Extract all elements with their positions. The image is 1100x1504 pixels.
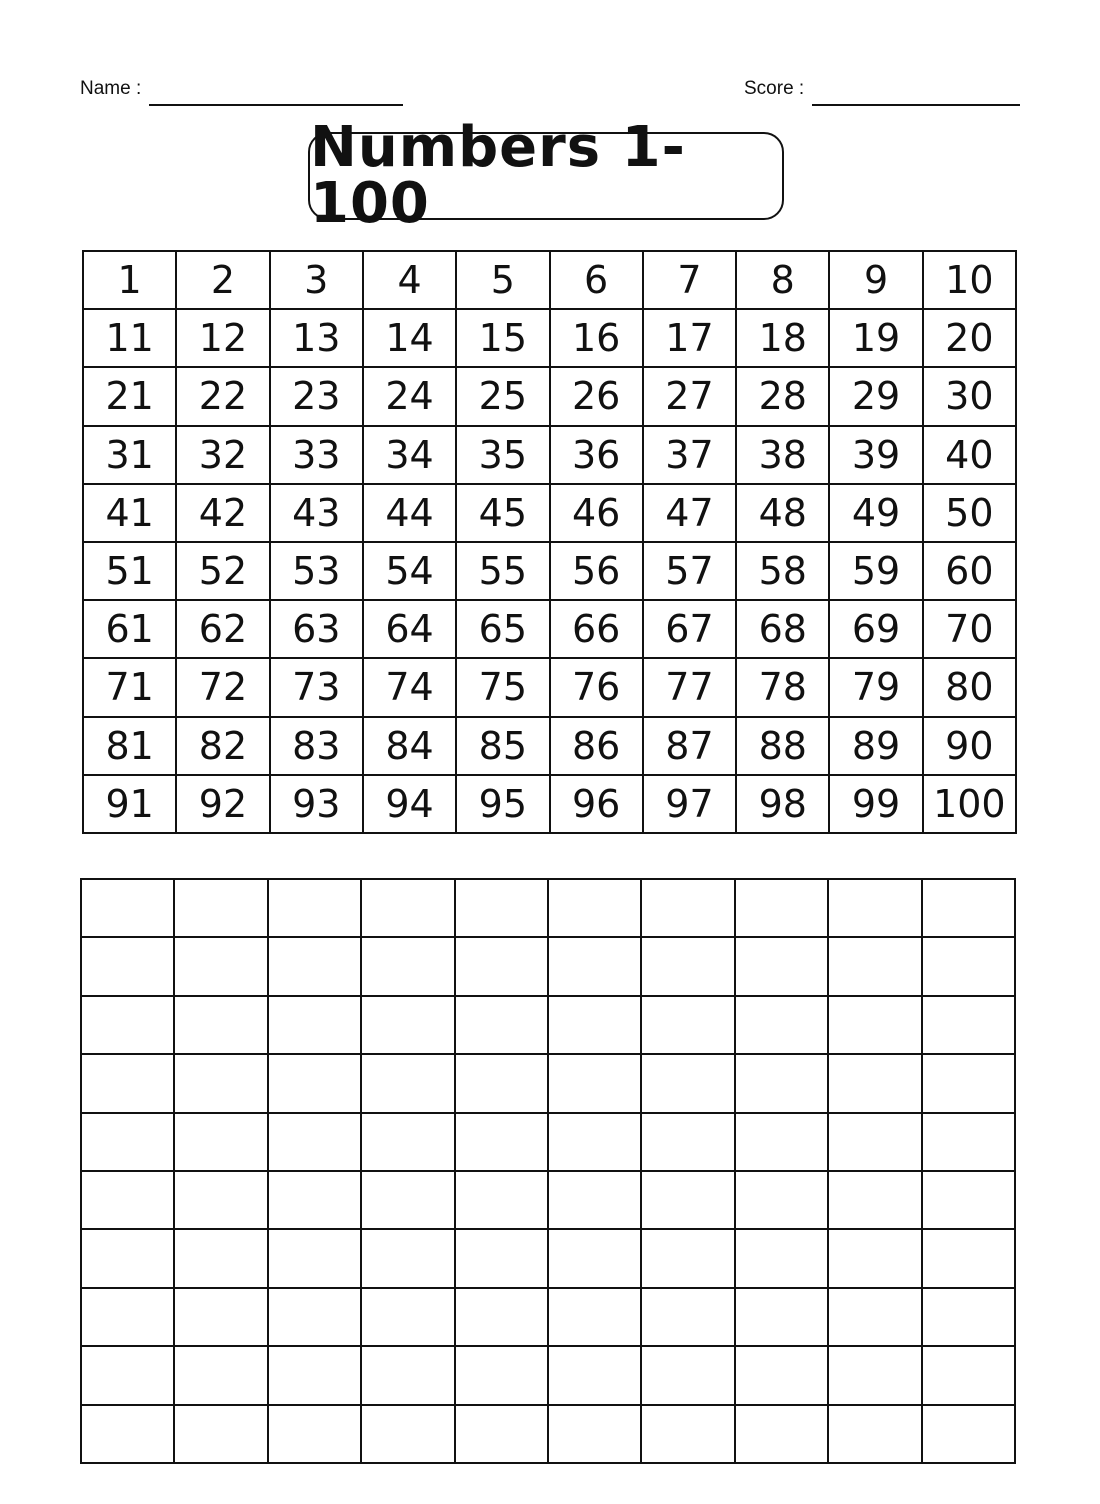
practice-cell[interactable] [549, 1055, 642, 1113]
number-cell: 75 [457, 659, 550, 717]
number-cell: 83 [271, 718, 364, 776]
number-cell: 40 [924, 427, 1017, 485]
practice-cell[interactable] [175, 1172, 268, 1230]
number-cell: 65 [457, 601, 550, 659]
practice-cell[interactable] [829, 1230, 922, 1288]
practice-cell[interactable] [923, 1347, 1016, 1405]
practice-cell[interactable] [736, 997, 829, 1055]
number-cell: 51 [84, 543, 177, 601]
practice-cell[interactable] [923, 880, 1016, 938]
practice-cell[interactable] [642, 1230, 735, 1288]
number-cell: 95 [457, 776, 550, 834]
title-box [308, 115, 784, 236]
number-cell: 45 [457, 485, 550, 543]
number-cell: 33 [271, 427, 364, 485]
number-cell: 87 [644, 718, 737, 776]
practice-cell[interactable] [923, 1172, 1016, 1230]
practice-cell[interactable] [829, 1406, 922, 1464]
practice-cell[interactable] [642, 1289, 735, 1347]
number-cell: 28 [737, 368, 830, 426]
score-label: Score : [744, 78, 805, 99]
practice-cell[interactable] [175, 880, 268, 938]
number-cell: 3 [271, 252, 364, 310]
practice-cell[interactable] [456, 1289, 549, 1347]
number-cell: 52 [177, 543, 270, 601]
number-cell: 61 [84, 601, 177, 659]
number-cell: 46 [551, 485, 644, 543]
practice-cell[interactable] [269, 997, 362, 1055]
number-cell: 63 [271, 601, 364, 659]
practice-cell[interactable] [269, 1347, 362, 1405]
number-cell: 66 [551, 601, 644, 659]
practice-cell[interactable] [736, 1289, 829, 1347]
practice-cell[interactable] [269, 880, 362, 938]
practice-cell[interactable] [175, 1406, 268, 1464]
practice-cell[interactable] [362, 1289, 455, 1347]
number-cell: 91 [84, 776, 177, 834]
practice-cell[interactable] [456, 1347, 549, 1405]
practice-cell[interactable] [549, 1172, 642, 1230]
practice-cell[interactable] [549, 1114, 642, 1172]
number-cell: 31 [84, 427, 177, 485]
number-cell: 29 [830, 368, 923, 426]
practice-cell[interactable] [362, 1172, 455, 1230]
number-cell: 57 [644, 543, 737, 601]
number-cell: 23 [271, 368, 364, 426]
practice-cell[interactable] [923, 938, 1016, 996]
practice-cell[interactable] [923, 1114, 1016, 1172]
number-cell: 22 [177, 368, 270, 426]
practice-cell[interactable] [736, 1347, 829, 1405]
score-blank-line[interactable] [812, 78, 1020, 106]
number-cell: 10 [924, 252, 1017, 310]
number-cell: 6 [551, 252, 644, 310]
practice-cell[interactable] [549, 1289, 642, 1347]
number-cell: 19 [830, 310, 923, 368]
practice-cell[interactable] [269, 1114, 362, 1172]
practice-cell[interactable] [923, 1406, 1016, 1464]
practice-cell[interactable] [269, 938, 362, 996]
number-cell: 18 [737, 310, 830, 368]
number-cell: 79 [830, 659, 923, 717]
number-cell: 99 [830, 776, 923, 834]
number-cell: 49 [830, 485, 923, 543]
practice-cell[interactable] [736, 1230, 829, 1288]
number-cell: 8 [737, 252, 830, 310]
practice-grid [80, 878, 1016, 1464]
number-cell: 38 [737, 427, 830, 485]
score-field [744, 76, 1020, 106]
number-cell: 62 [177, 601, 270, 659]
number-cell: 17 [644, 310, 737, 368]
number-cell: 20 [924, 310, 1017, 368]
number-cell: 96 [551, 776, 644, 834]
number-cell: 84 [364, 718, 457, 776]
number-cell: 56 [551, 543, 644, 601]
number-cell: 43 [271, 485, 364, 543]
practice-cell[interactable] [829, 997, 922, 1055]
practice-cell[interactable] [923, 1289, 1016, 1347]
practice-cell[interactable] [456, 1055, 549, 1113]
practice-cell[interactable] [829, 1114, 922, 1172]
practice-cell[interactable] [175, 997, 268, 1055]
name-field [80, 76, 403, 106]
number-cell: 81 [84, 718, 177, 776]
number-cell: 26 [551, 368, 644, 426]
practice-cell[interactable] [829, 1055, 922, 1113]
number-cell: 39 [830, 427, 923, 485]
number-cell: 16 [551, 310, 644, 368]
number-cell: 54 [364, 543, 457, 601]
practice-cell[interactable] [82, 880, 175, 938]
number-cell: 47 [644, 485, 737, 543]
practice-cell[interactable] [549, 880, 642, 938]
practice-cell[interactable] [456, 880, 549, 938]
number-cell: 89 [830, 718, 923, 776]
practice-cell[interactable] [82, 1172, 175, 1230]
practice-cell[interactable] [829, 1347, 922, 1405]
number-cell: 77 [644, 659, 737, 717]
practice-cell[interactable] [642, 1406, 735, 1464]
number-cell: 14 [364, 310, 457, 368]
practice-cell[interactable] [456, 938, 549, 996]
practice-cell[interactable] [362, 1055, 455, 1113]
number-cell: 74 [364, 659, 457, 717]
number-cell: 88 [737, 718, 830, 776]
practice-cell[interactable] [269, 1055, 362, 1113]
number-cell: 64 [364, 601, 457, 659]
practice-cell[interactable] [175, 938, 268, 996]
number-cell: 85 [457, 718, 550, 776]
number-cell: 30 [924, 368, 1017, 426]
number-cell: 53 [271, 543, 364, 601]
practice-cell[interactable] [456, 1114, 549, 1172]
practice-cell[interactable] [362, 1406, 455, 1464]
number-cell: 15 [457, 310, 550, 368]
number-cell: 4 [364, 252, 457, 310]
practice-cell[interactable] [82, 1230, 175, 1288]
practice-cell[interactable] [362, 1114, 455, 1172]
practice-cell[interactable] [269, 1406, 362, 1464]
practice-cell[interactable] [82, 1114, 175, 1172]
number-grid [82, 250, 1017, 834]
number-cell: 41 [84, 485, 177, 543]
practice-cell[interactable] [829, 938, 922, 996]
number-cell: 71 [84, 659, 177, 717]
practice-cell[interactable] [362, 938, 455, 996]
practice-cell[interactable] [175, 1114, 268, 1172]
practice-cell[interactable] [269, 1289, 362, 1347]
number-cell: 78 [737, 659, 830, 717]
number-cell: 59 [830, 543, 923, 601]
practice-cell[interactable] [82, 938, 175, 996]
number-cell: 27 [644, 368, 737, 426]
practice-cell[interactable] [175, 1289, 268, 1347]
number-cell: 11 [84, 310, 177, 368]
practice-cell[interactable] [82, 997, 175, 1055]
practice-cell[interactable] [362, 997, 455, 1055]
number-cell: 34 [364, 427, 457, 485]
number-cell: 67 [644, 601, 737, 659]
practice-cell[interactable] [175, 1055, 268, 1113]
number-cell: 44 [364, 485, 457, 543]
number-cell: 48 [737, 485, 830, 543]
practice-cell[interactable] [456, 1406, 549, 1464]
practice-cell[interactable] [642, 1114, 735, 1172]
number-cell: 92 [177, 776, 270, 834]
number-cell: 36 [551, 427, 644, 485]
number-cell: 12 [177, 310, 270, 368]
practice-cell[interactable] [736, 880, 829, 938]
number-cell: 86 [551, 718, 644, 776]
practice-cell[interactable] [456, 1230, 549, 1288]
practice-cell[interactable] [736, 1055, 829, 1113]
practice-cell[interactable] [923, 1055, 1016, 1113]
practice-cell[interactable] [829, 880, 922, 938]
practice-cell[interactable] [362, 880, 455, 938]
number-cell: 73 [271, 659, 364, 717]
number-cell: 5 [457, 252, 550, 310]
number-cell: 58 [737, 543, 830, 601]
number-cell: 93 [271, 776, 364, 834]
number-cell: 32 [177, 427, 270, 485]
number-cell: 80 [924, 659, 1017, 717]
number-cell: 69 [830, 601, 923, 659]
practice-cell[interactable] [549, 1230, 642, 1288]
number-cell: 25 [457, 368, 550, 426]
number-cell: 97 [644, 776, 737, 834]
practice-cell[interactable] [549, 938, 642, 996]
practice-cell[interactable] [82, 1289, 175, 1347]
practice-cell[interactable] [736, 1172, 829, 1230]
practice-cell[interactable] [829, 1172, 922, 1230]
practice-cell[interactable] [82, 1406, 175, 1464]
number-cell: 70 [924, 601, 1017, 659]
number-cell: 37 [644, 427, 737, 485]
practice-cell[interactable] [642, 938, 735, 996]
number-cell: 42 [177, 485, 270, 543]
number-cell: 68 [737, 601, 830, 659]
number-cell: 94 [364, 776, 457, 834]
number-cell: 1 [84, 252, 177, 310]
number-cell: 98 [737, 776, 830, 834]
practice-cell[interactable] [642, 997, 735, 1055]
practice-cell[interactable] [82, 1347, 175, 1405]
practice-cell[interactable] [736, 1114, 829, 1172]
number-cell: 50 [924, 485, 1017, 543]
number-cell: 35 [457, 427, 550, 485]
number-cell: 76 [551, 659, 644, 717]
number-cell: 2 [177, 252, 270, 310]
number-cell: 7 [644, 252, 737, 310]
practice-cell[interactable] [923, 997, 1016, 1055]
name-blank-line[interactable] [149, 78, 403, 106]
number-cell: 82 [177, 718, 270, 776]
practice-cell[interactable] [829, 1289, 922, 1347]
practice-cell[interactable] [642, 1055, 735, 1113]
practice-cell[interactable] [923, 1230, 1016, 1288]
practice-cell[interactable] [549, 1347, 642, 1405]
number-cell: 9 [830, 252, 923, 310]
practice-cell[interactable] [549, 1406, 642, 1464]
practice-cell[interactable] [642, 1347, 735, 1405]
practice-cell[interactable] [456, 997, 549, 1055]
number-cell: 72 [177, 659, 270, 717]
practice-cell[interactable] [82, 1055, 175, 1113]
page-title: Numbers 1-100 [310, 115, 686, 236]
number-cell: 13 [271, 310, 364, 368]
practice-cell[interactable] [736, 938, 829, 996]
practice-cell[interactable] [362, 1230, 455, 1288]
number-cell: 60 [924, 543, 1017, 601]
practice-cell[interactable] [269, 1230, 362, 1288]
practice-cell[interactable] [549, 997, 642, 1055]
practice-cell[interactable] [642, 880, 735, 938]
practice-cell[interactable] [175, 1347, 268, 1405]
practice-cell[interactable] [269, 1172, 362, 1230]
number-cell: 90 [924, 718, 1017, 776]
name-label: Name : [80, 78, 142, 99]
number-cell: 100 [924, 776, 1017, 834]
number-cell: 55 [457, 543, 550, 601]
practice-cell[interactable] [642, 1172, 735, 1230]
practice-cell[interactable] [362, 1347, 455, 1405]
number-cell: 24 [364, 368, 457, 426]
number-cell: 21 [84, 368, 177, 426]
practice-cell[interactable] [456, 1172, 549, 1230]
practice-cell[interactable] [175, 1230, 268, 1288]
practice-cell[interactable] [736, 1406, 829, 1464]
